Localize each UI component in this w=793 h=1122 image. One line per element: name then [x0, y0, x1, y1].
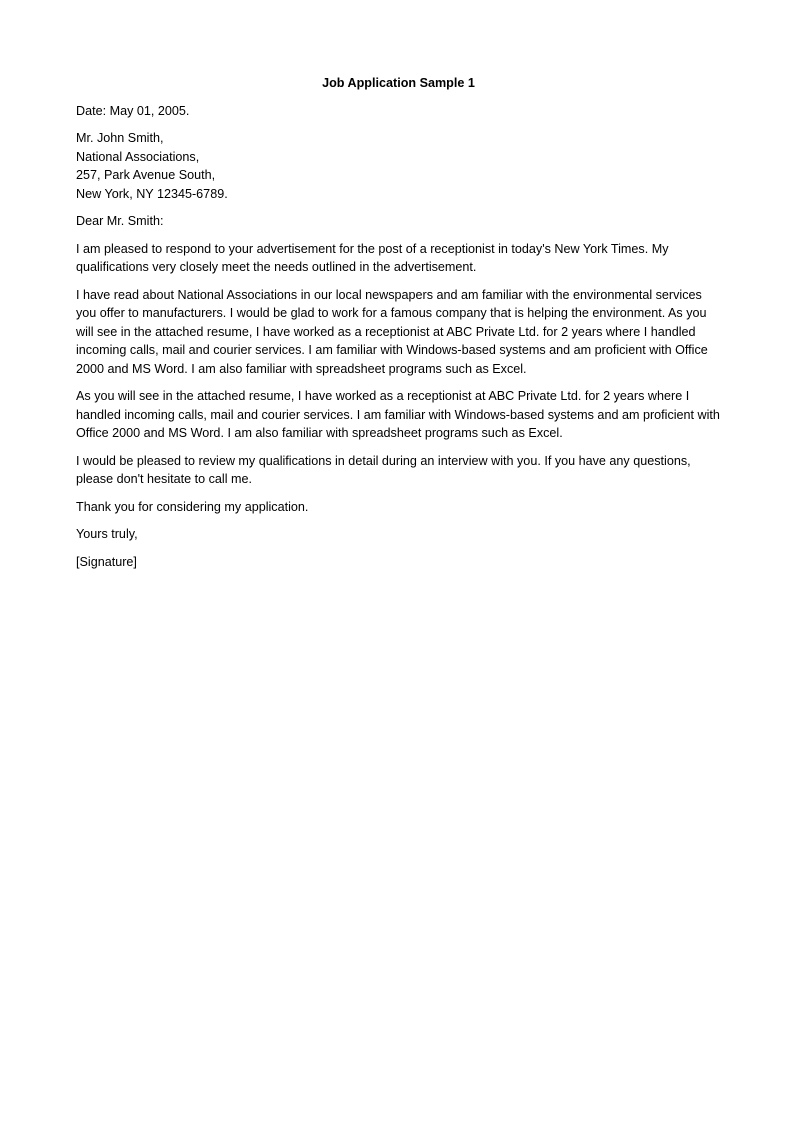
- letter-body: [76, 74, 721, 580]
- paragraph-experience: I have read about National Associations in our local newspapers and am familiar with the environmental services you offer to manufacturers. I would be glad to work for a famous company that is helping the environment. As you will see in the attached resume, I have worked as a receptionist at ABC Private Ltd. for 2 years where I handled incoming calls, mail and courier services. I am familiar with Windows-based systems and am proficient with Office 2000 and MS Word. I am also familiar with spreadsheet programs such as Excel.: [76, 287, 708, 376]
- address-line-name: Mr. John Smith,: [76, 131, 164, 145]
- letter-date: Date: May 01, 2005.: [76, 103, 190, 118]
- signature-placeholder: [Signature]: [76, 554, 137, 569]
- paragraph-skills: As you will see in the attached resume, I have worked as a receptionist at ABC Private Ltd. for 2 years where I handled incoming calls, mail and courier services. I am familiar with Windows-based systems and am proficient with Office 2000 and MS Word. I am also familiar with spreadsheet programs such as Excel.: [76, 389, 720, 440]
- thanks-line: Thank you for considering my application.: [76, 499, 309, 514]
- address-line-organization: National Associations,: [76, 149, 200, 164]
- recipient-address: [76, 129, 721, 203]
- paragraph-intro: I am pleased to respond to your advertisement for the post of a receptionist in today's New York Times. My qualifications very closely meet the needs outlined in the advertisement.: [76, 241, 669, 274]
- closing-line: Yours truly,: [76, 527, 138, 541]
- document-title: Job Application Sample 1: [322, 76, 475, 90]
- salutation: Dear Mr. Smith:: [76, 214, 164, 228]
- address-line-city: New York, NY 12345-6789.: [76, 186, 228, 201]
- address-line-street: 257, Park Avenue South,: [76, 168, 216, 182]
- paragraph-interview: I would be pleased to review my qualifications in detail during an interview with you. If you have any questions, please don't hesitate to call me.: [76, 453, 691, 486]
